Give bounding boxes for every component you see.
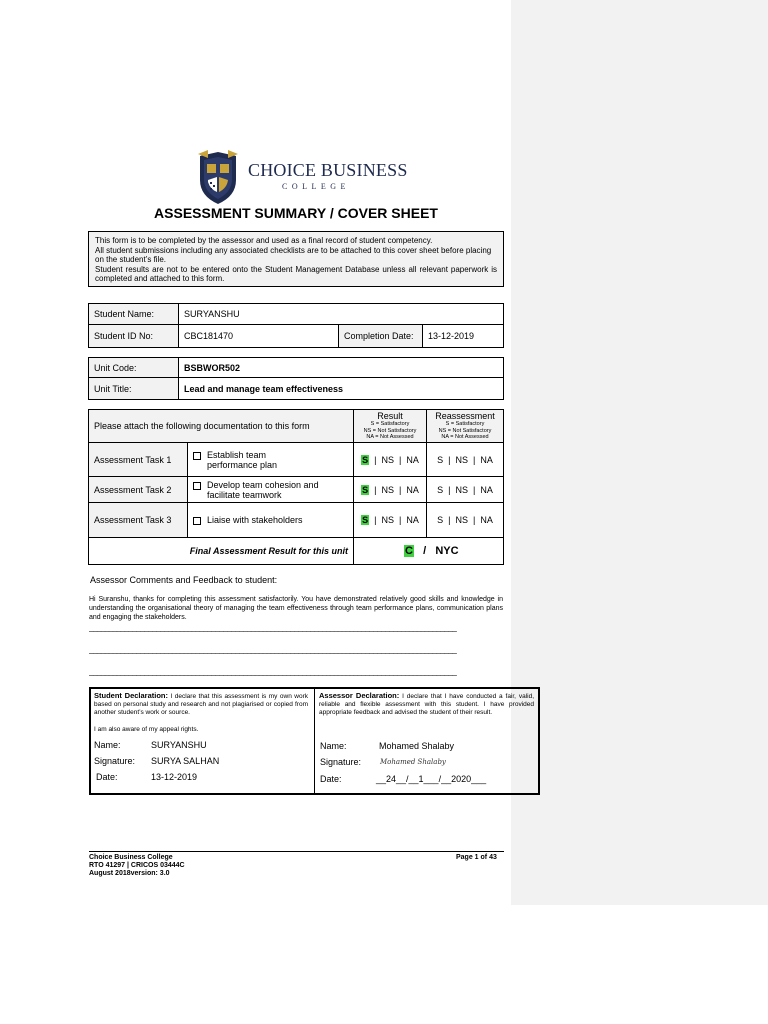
reassess-ns[interactable]: NS xyxy=(455,454,468,465)
sep: | xyxy=(374,454,377,465)
intro-line-3: Student results are not to be entered onto the Student Management Database unless all relevant paperwork is completed and attached to this form. xyxy=(95,264,497,283)
student-id-value: CBC181470 xyxy=(179,325,339,348)
task-1-label: Assessment Task 1 xyxy=(89,443,188,477)
result-s-selected[interactable]: S xyxy=(362,454,369,465)
sep: | xyxy=(399,484,402,495)
result-na[interactable]: NA xyxy=(406,454,419,465)
assessor-name-label: Name: xyxy=(320,741,347,751)
student-declaration xyxy=(94,692,308,717)
task-2-desc-cell xyxy=(188,477,354,503)
doc-header: Please attach the following documentation to this form xyxy=(89,410,354,443)
final-nyc[interactable]: NYC xyxy=(435,545,459,557)
result-ns[interactable]: NS xyxy=(381,454,394,465)
unit-code-label: Unit Code: xyxy=(89,358,179,378)
result-header xyxy=(354,410,427,443)
task-3-desc-cell xyxy=(188,503,354,538)
unit-table xyxy=(88,357,504,400)
assessor-signature: Mohamed Shalaby xyxy=(380,758,446,766)
page-title: ASSESSMENT SUMMARY / COVER SHEET xyxy=(154,205,438,221)
declaration-divider xyxy=(314,687,315,795)
task-1-desc-cell xyxy=(188,443,354,477)
checkbox-icon[interactable] xyxy=(193,482,201,490)
college-name: CHOICE BUSINESS xyxy=(248,160,408,180)
unit-title-value: Lead and manage team effectiveness xyxy=(179,378,504,400)
student-date-value: 13-12-2019 xyxy=(151,772,198,782)
sep: | xyxy=(374,515,377,525)
result-legend-ns: NS = Not Satisfactory xyxy=(363,427,417,434)
student-decl-heading: Student Declaration: xyxy=(94,691,169,700)
reassess-ns[interactable]: NS xyxy=(455,515,468,525)
reassessment-header xyxy=(427,410,504,443)
reassess-ns[interactable]: NS xyxy=(455,484,468,495)
footer-rto: RTO 41297 | CRICOS 03444C xyxy=(89,862,185,869)
result-na[interactable]: NA xyxy=(406,515,419,525)
result-na[interactable]: NA xyxy=(406,484,419,495)
task-1-result xyxy=(354,443,427,477)
comment-line-3[interactable]: _____________________________________________________________________________________________ xyxy=(89,667,457,676)
assessor-date-value: __24__/__1___/__2020___ xyxy=(376,774,487,784)
completion-date-value: 13-12-2019 xyxy=(423,325,504,348)
sep: | xyxy=(448,484,451,495)
assessor-sig-label: Signature: xyxy=(320,757,362,767)
student-sig-label: Signature: xyxy=(94,756,136,766)
sep: | xyxy=(448,515,451,525)
appeal-rights: I am also aware of my appeal rights. xyxy=(94,726,199,733)
reassess-na[interactable]: NA xyxy=(480,454,493,465)
sep: | xyxy=(399,515,402,525)
intro-line-2: All student submissions including any associated checklists are to be attached to this cover sheet before placing on the student’s file. xyxy=(95,245,492,264)
assessor-date-label: Date: xyxy=(320,774,342,784)
result-ns[interactable]: NS xyxy=(381,515,394,525)
reassess-na[interactable]: NA xyxy=(480,484,493,495)
final-sep: / xyxy=(423,545,427,557)
result-ns[interactable]: NS xyxy=(381,484,394,495)
reassess-s[interactable]: S xyxy=(437,484,444,495)
task-1-desc: Establish team performance plan xyxy=(207,449,278,470)
unit-title-label: Unit Title: xyxy=(89,378,179,400)
sep: | xyxy=(473,484,476,495)
assessor-decl-heading: Assessor Declaration: xyxy=(319,691,400,700)
sep: | xyxy=(399,454,402,465)
task-1-reassessment xyxy=(427,443,504,477)
sep: | xyxy=(448,454,451,465)
unit-code-value: BSBWOR502 xyxy=(179,358,504,378)
student-date-label: Date: xyxy=(96,772,118,782)
assessor-name-value: Mohamed Shalaby xyxy=(379,741,455,751)
task-3-desc: Liaise with stakeholders xyxy=(207,515,303,525)
footer-page: Page 1 of 43 xyxy=(456,854,497,861)
result-s-selected[interactable]: S xyxy=(362,515,369,525)
task-2-label: Assessment Task 2 xyxy=(89,477,188,503)
intro-box xyxy=(88,231,504,287)
task-2-reassessment xyxy=(427,477,504,503)
student-name-decl-label: Name: xyxy=(94,740,121,750)
sep: | xyxy=(473,515,476,525)
task-3-reassessment xyxy=(427,503,504,538)
results-table xyxy=(88,409,504,565)
student-decl-text: I declare that this assessment is my own work based on personal study and research and not plagiarised or copied from another student’s work or source. xyxy=(94,693,308,716)
result-head-label: Result xyxy=(377,411,403,422)
student-name-value: SURYANSHU xyxy=(179,304,504,325)
footer-rule xyxy=(89,851,504,852)
footer-college: Choice Business College xyxy=(89,854,173,861)
comment-line-1[interactable]: _____________________________________________________________________________________________ xyxy=(89,623,457,632)
reassess-s[interactable]: S xyxy=(437,515,444,525)
task-2-result xyxy=(354,477,427,503)
reassess-legend-na: NA = Not Assessed xyxy=(441,434,489,441)
result-legend-na: NA = Not Assessed xyxy=(366,434,414,441)
sep: | xyxy=(473,454,476,465)
student-signature: SURYA SALHAN xyxy=(151,756,220,766)
task-3-result xyxy=(354,503,427,538)
reassess-na[interactable]: NA xyxy=(480,515,493,525)
intro-line-1: This form is to be completed by the assessor and used as a final record of student competency. xyxy=(95,236,433,245)
footer-left xyxy=(89,854,185,878)
task-2-desc: Develop team cohesion and facilitate teamwork xyxy=(207,479,319,500)
comments-heading: Assessor Comments and Feedback to student: xyxy=(90,575,278,585)
student-name-label: Student Name: xyxy=(89,304,179,325)
assessor-declaration xyxy=(319,692,534,717)
comment-line-2[interactable]: _____________________________________________________________________________________________ xyxy=(89,645,457,654)
student-id-label: Student ID No: xyxy=(89,325,179,348)
footer-version: August 2018version: 3.0 xyxy=(89,870,170,877)
reassess-head-label: Reassessment xyxy=(435,411,495,422)
comment-sidebar xyxy=(511,0,768,905)
checkbox-icon[interactable] xyxy=(193,452,201,460)
completion-date-label: Completion Date: xyxy=(339,325,423,348)
crest-icon xyxy=(196,150,240,206)
final-result-value xyxy=(354,538,504,565)
task-3-label: Assessment Task 3 xyxy=(89,503,188,538)
student-table xyxy=(88,303,504,348)
sep: | xyxy=(374,484,377,495)
final-c-selected[interactable]: C xyxy=(405,545,413,557)
comments-body: Hi Suranshu, thanks for completing this assessment satisfactorily. You have demonstrated relatively good skills and knowledge in understanding the organisational theory of managing the team effectiveness through team performance plans, communication plans and engaging the stakeholders. xyxy=(89,596,503,621)
result-s-selected[interactable]: S xyxy=(362,484,369,495)
result-legend-s: S = Satisfactory xyxy=(370,421,410,428)
assessor-decl-text: I declare that I have conducted a fair, valid, reliable and flexible assessment with this student. I have provided appropriate feedback and advised the student of their result. xyxy=(319,693,535,716)
student-name-decl-value: SURYANSHU xyxy=(151,740,207,750)
college-sub: COLLEGE xyxy=(282,182,350,191)
reassess-legend-s: S = Satisfactory xyxy=(445,421,485,428)
checkbox-icon[interactable] xyxy=(193,517,201,525)
reassess-legend-ns: NS = Not Satisfactory xyxy=(438,427,492,434)
final-result-label: Final Assessment Result for this unit xyxy=(89,538,354,565)
reassess-s[interactable]: S xyxy=(437,454,444,465)
